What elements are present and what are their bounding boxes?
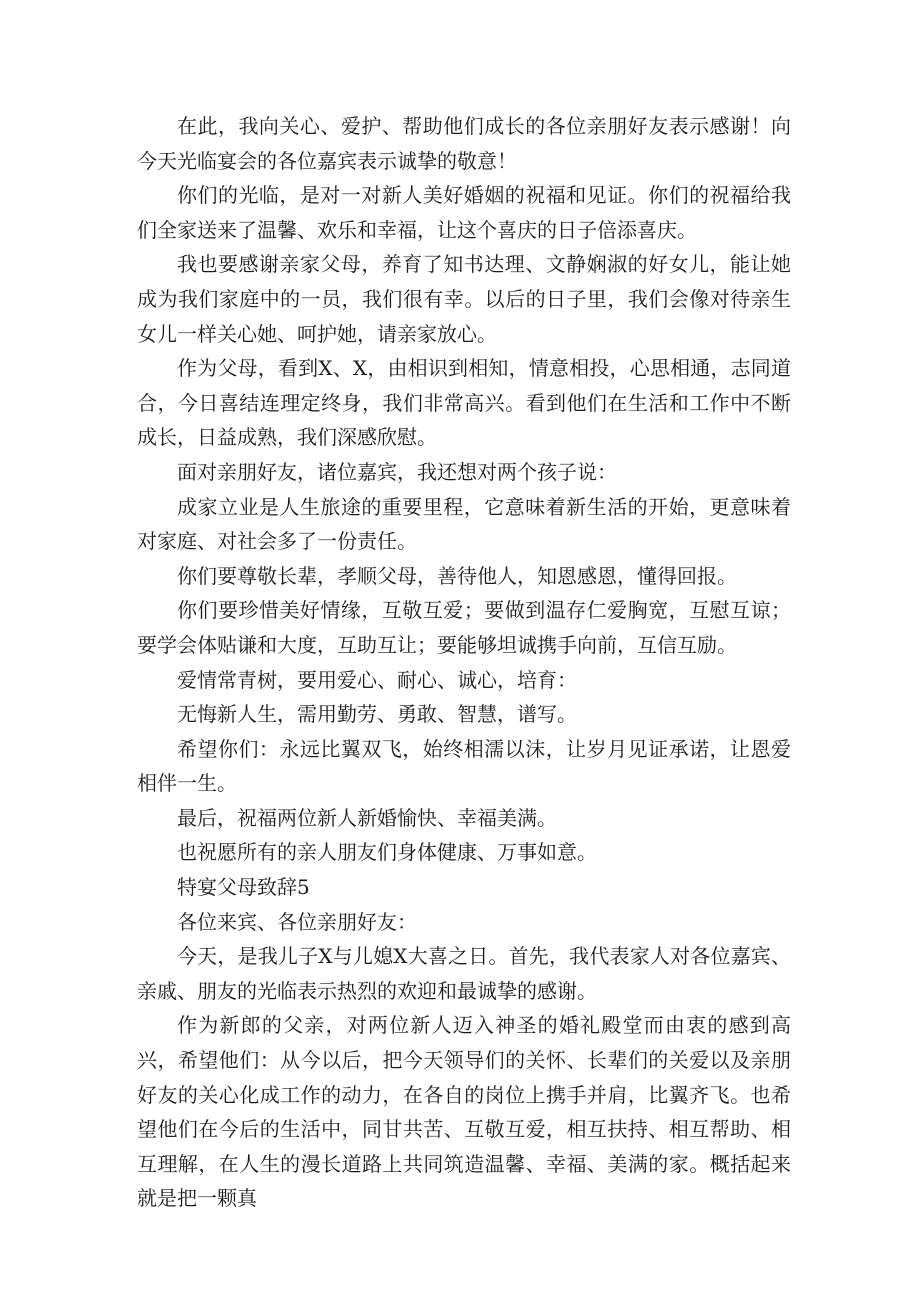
paragraph: 爱情常青树，要用爱心、耐心、诚心，培育：: [177, 667, 577, 692]
paragraph: 作为新郎的父亲，对两位新人迈入神圣的婚礼殿堂而由衷的感到高兴，希望他们：从今以后，把今天领导们的关怀、长辈们的关爱以及亲朋好友的关心化成工作的动力，在各自的岗位上携手并肩，比翼齐飞。也希望他们在今后的生活中，同甘共苦、互敬互爱，相互扶持、相互帮助、相互理解，在人生的漫长道路上共同筑造温馨、幸福、美满的家。概括起来就是把一颗真: [137, 1013, 791, 1211]
paragraph: 也祝愿所有的亲人朋友们身体健康、万事如意。: [177, 840, 597, 865]
paragraph: 希望你们：永远比翼双飞，始终相濡以沫，让岁月见证承诺，让恩爱相伴一生。: [137, 736, 791, 796]
paragraph: 在此，我向关心、爱护、帮助他们成长的各位亲朋好友表示感谢！向今天光临宴会的各位嘉宾表示诚挚的敬意！: [137, 114, 791, 173]
paragraph: 最后，祝福两位新人新婚愉快、幸福美满。: [177, 805, 557, 830]
document-body: [137, 109, 791, 1216]
paragraph: 我也要感谢亲家父母，养育了知书达理、文静娴淑的好女儿，能让她成为我们家庭中的一员，我们很有幸。以后的日子里，我们会像对待亲生女儿一样关心她、呵护她，请亲家放心。: [137, 252, 791, 346]
paragraph: 成家立业是人生旅途的重要里程，它意味着新生活的开始，更意味着对家庭、对社会多了一份责任。: [137, 494, 791, 554]
section-heading: 特宴父母致辞5: [177, 875, 310, 900]
paragraph: 无悔新人生，需用勤劳、勇敢、智慧，谱写。: [177, 702, 577, 727]
paragraph: 作为父母，看到X、X，由相识到相知，情意相投，心思相通，志同道合，今日喜结连理定终身，我们非常高兴。看到他们在生活和工作中不断成长，日益成熟，我们深感欣慰。: [137, 356, 791, 450]
salutation: 各位来宾、各位亲朋好友：: [177, 909, 417, 934]
paragraph: 今天，是我儿子X与儿媳X大喜之日。首先，我代表家人对各位嘉宾、亲戚、朋友的光临表示热烈的欢迎和最诚挚的感谢。: [137, 944, 791, 1003]
paragraph: 你们的光临，是对一对新人美好婚姻的祝福和见证。你们的祝福给我们全家送来了温馨、欢乐和幸福，让这个喜庆的日子倍添喜庆。: [137, 183, 791, 242]
paragraph: 面对亲朋好友，诸位嘉宾，我还想对两个孩子说：: [177, 459, 617, 484]
paragraph: 你们要珍惜美好情缘，互敬互爱；要做到温存仁爱胸宽，互慰互谅；要学会体贴谦和大度，互助互让；要能够坦诚携手向前，互信互励。: [137, 598, 791, 657]
paragraph: 你们要尊敬长辈，孝顺父母，善待他人，知恩感恩，懂得回报。: [177, 563, 737, 588]
